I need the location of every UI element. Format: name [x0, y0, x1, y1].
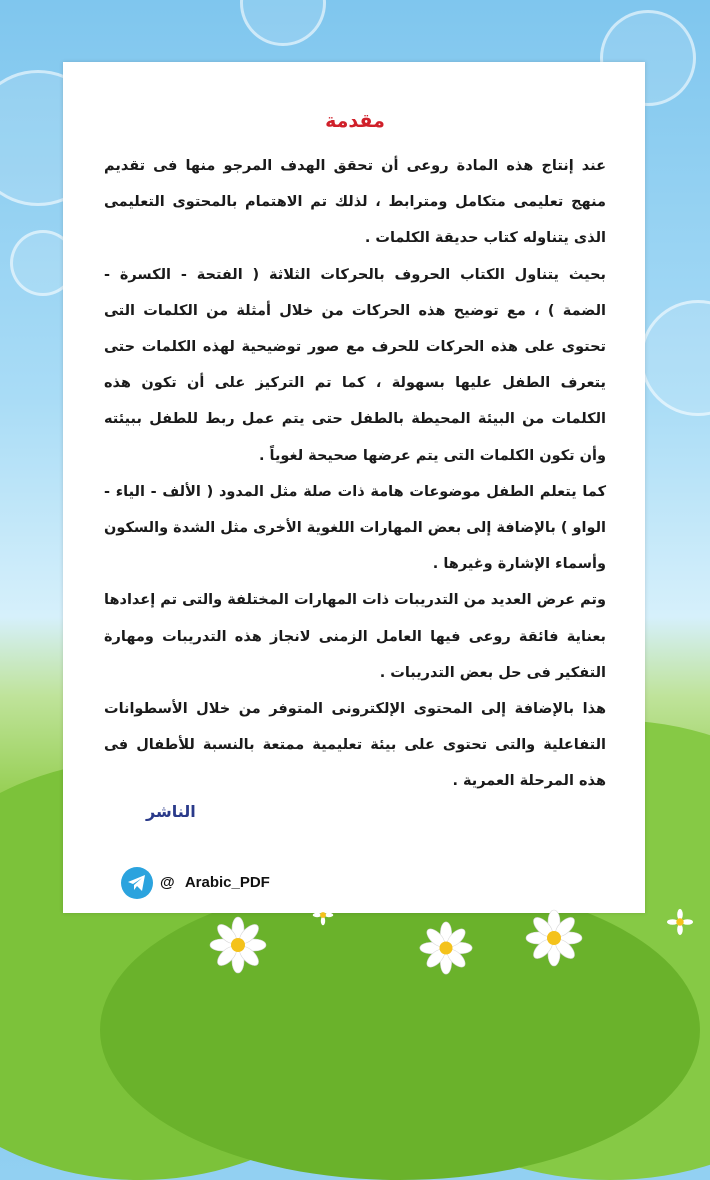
- publisher-signature: الناشر: [146, 802, 196, 821]
- daisy-flower: [208, 915, 268, 975]
- paragraph: بحيث يتناول الكتاب الحروف بالحركات الثلاثة ( الفتحة - الكسرة - الضمة ) ، مع توضيح هذه الحركات من خلال أمثلة من الكلمات التى تحتوى على هذه الحركات للحرف مع صور توضيحية لهذه الكلمات حتى يتعرف الطفل عليها بسهولة ، كما تم التركيز على أن تكون هذه الكلمات من البيئة المحيطة بالطفل حتى يتم عمل ربط للطفل ببيئته وأن تكون الكلمات التى يتم عرضها صحيحة لغوياً .: [104, 266, 606, 464]
- daisy-flower: [312, 904, 334, 926]
- paragraph: هذا بالإضافة إلى المحتوى الإلكترونى المتوفر من خلال الأسطوانات التفاعلية والتى تحتوى على بيئة تعليمية ممتعة بالنسبة للأطفال فى هذه المرحلة العمرية .: [104, 701, 606, 790]
- daisy-flower: [666, 908, 694, 936]
- paragraph: وتم عرض العديد من التدريبات ذات المهارات المختلفة والتى تم إعدادها بعناية فائقة روعى فيها العامل الزمنى لانجاز هذه التدريبات ومهارة التفكير فى حل بعض التدريبات .: [104, 592, 606, 681]
- watermark-handle: [160, 874, 270, 891]
- background-bubble: [640, 300, 710, 416]
- background-bubble: [240, 0, 326, 46]
- handle-text: Arabic_PDF: [184, 874, 270, 891]
- telegram-icon: [121, 867, 153, 899]
- paragraph: كما يتعلم الطفل موضوعات هامة ذات صلة مثل المدود ( الألف - الياء - الواو ) بالإضافة إلى بعض المهارات اللغوية الأخرى مثل الشدة والسكون وأسماء الإشارة وغيرها .: [104, 483, 606, 573]
- at-symbol: @: [160, 874, 175, 891]
- daisy-flower: [418, 920, 474, 976]
- daisy-flower: [524, 908, 584, 968]
- page-title: مقدمة: [325, 110, 385, 132]
- introduction-text: [104, 148, 606, 800]
- paragraph: عند إنتاج هذه المادة روعى أن تحقق الهدف المرجو منها فى تقديم منهج تعليمى متكامل ومترابط ، لذلك تم الاهتمام بالمحتوى التعليمى الذى يتناوله كتاب حديقة الكلمات .: [104, 158, 606, 247]
- green-hill: [100, 880, 700, 1180]
